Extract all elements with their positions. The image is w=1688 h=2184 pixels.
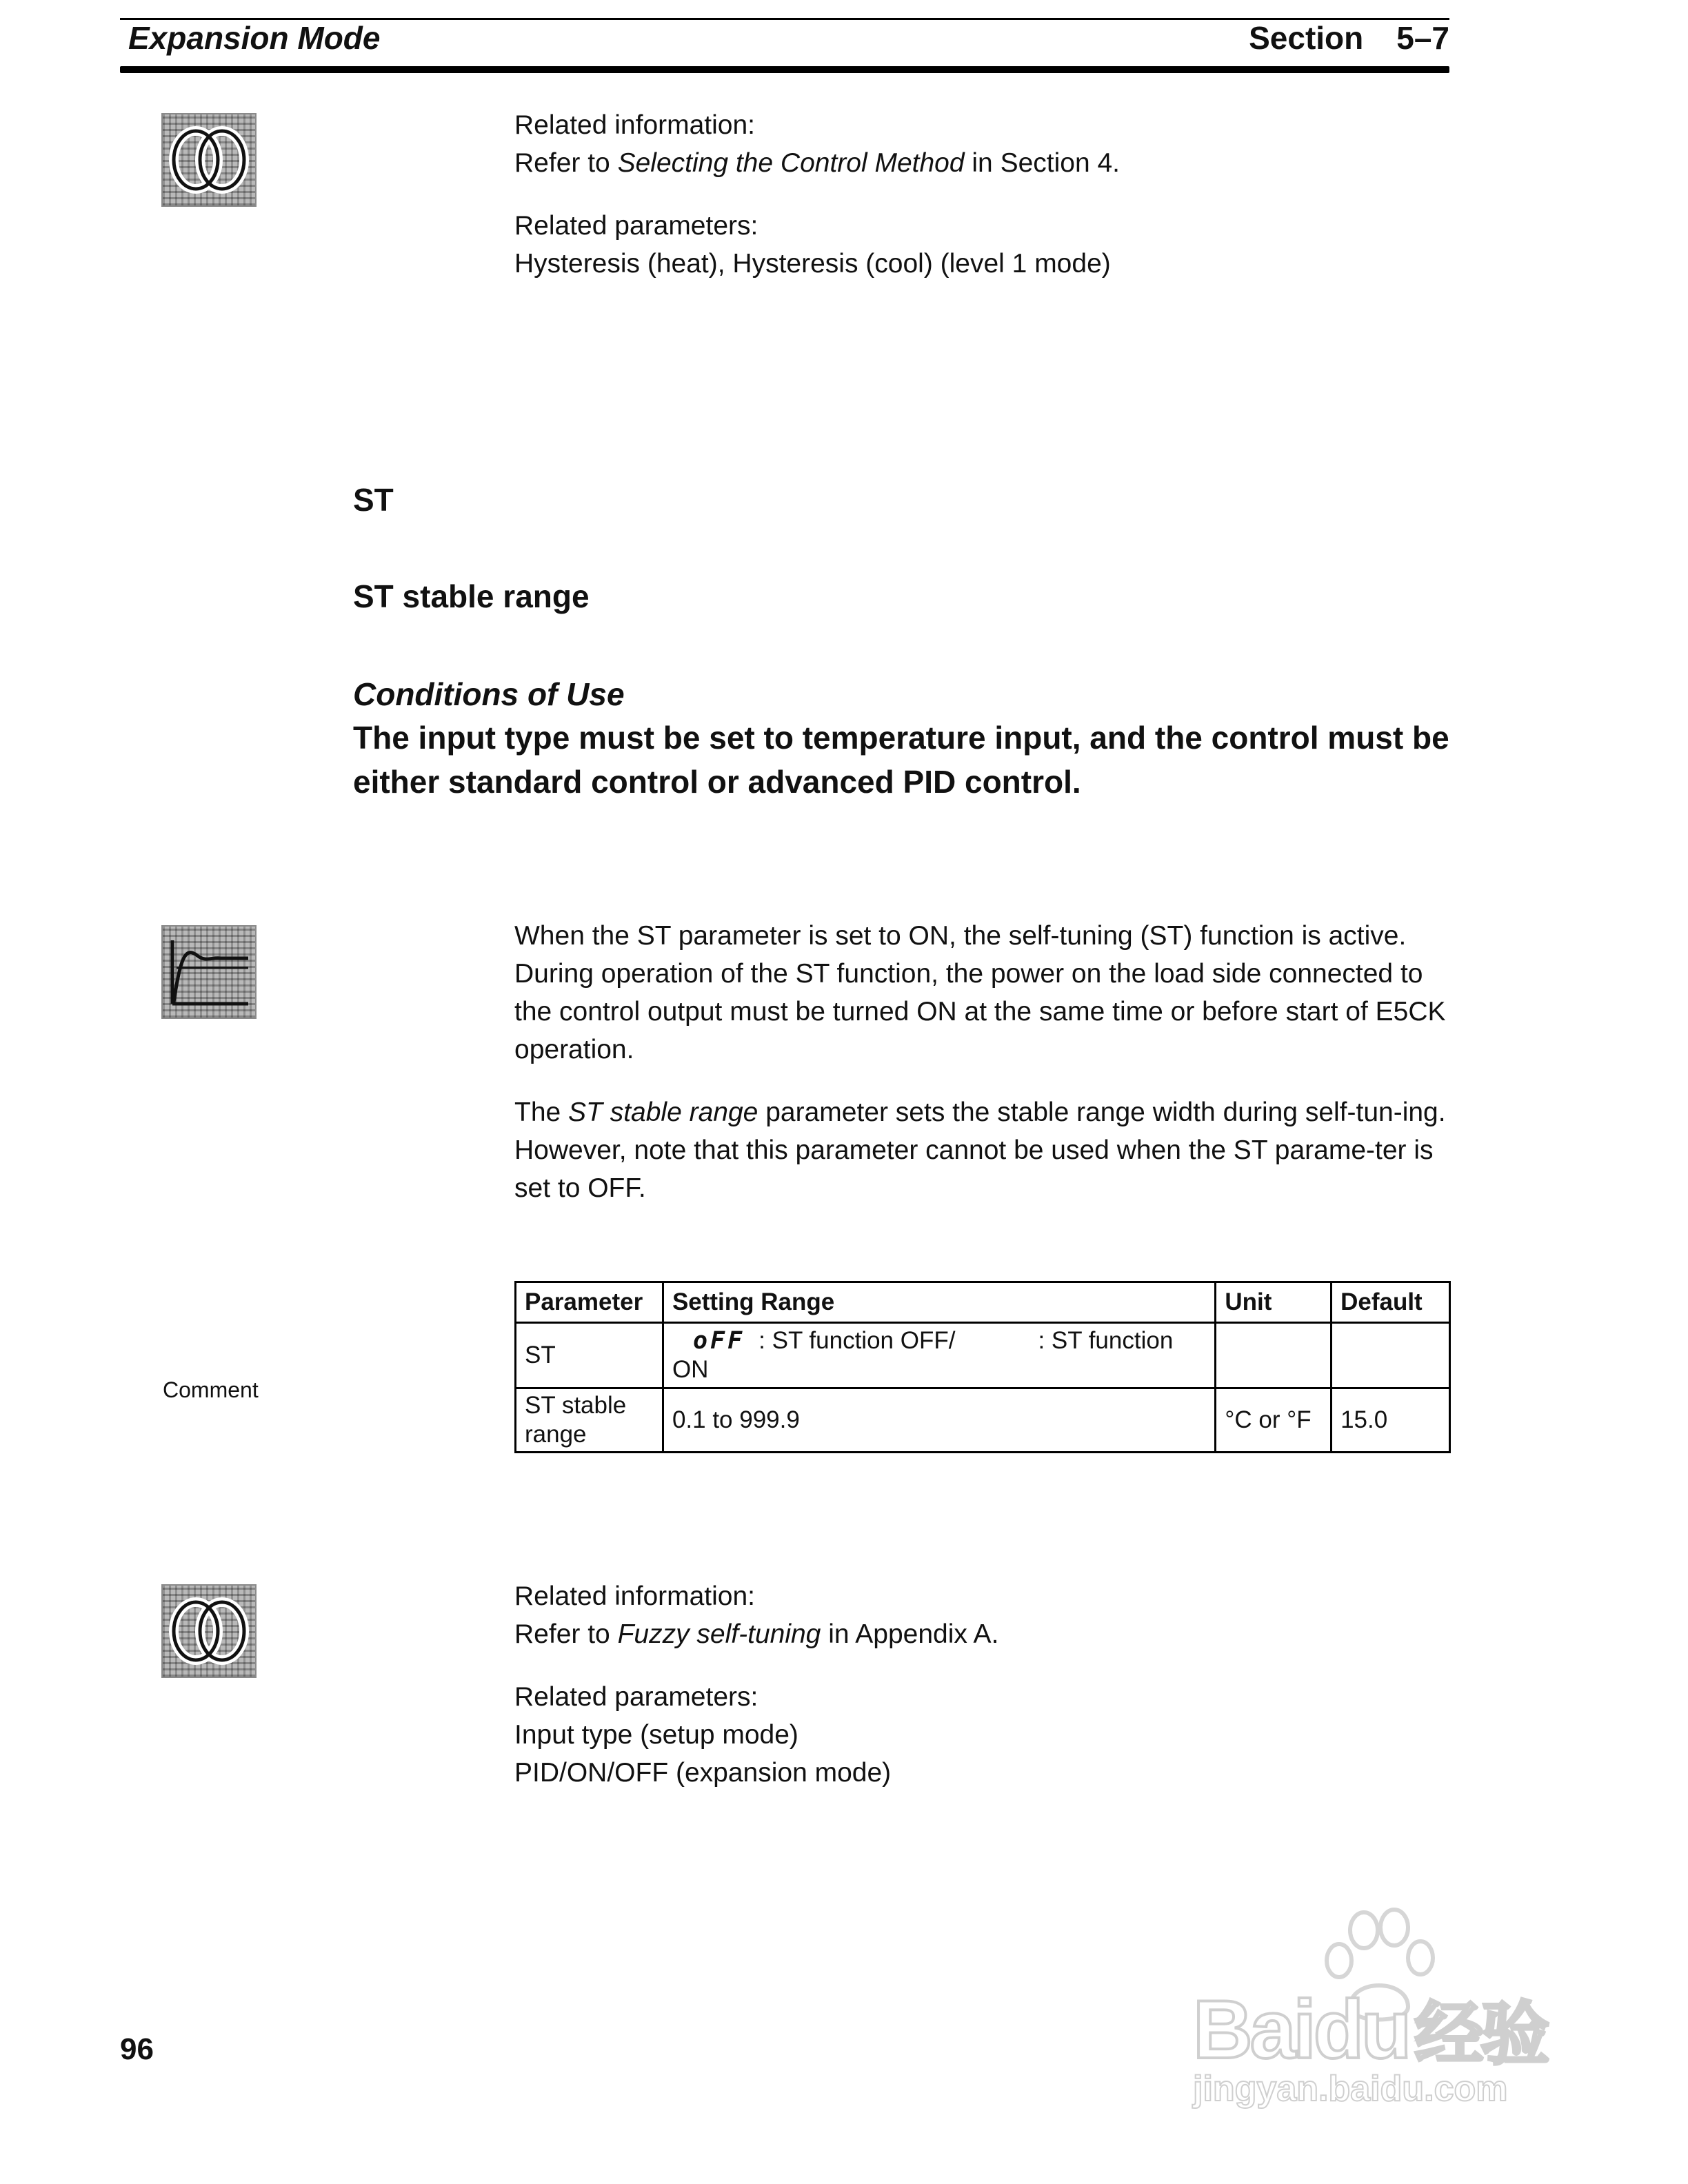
function-paragraph-2 <box>514 1093 1452 1207</box>
table-header-cell: Setting Range <box>663 1282 1215 1323</box>
table-header-cell: Default <box>1332 1282 1450 1323</box>
param-cell: ST <box>516 1323 663 1388</box>
info-reference: Fuzzy self-tuning <box>617 1619 821 1649</box>
table-header-row <box>516 1282 1450 1323</box>
default-cell: 15.0 <box>1332 1388 1450 1453</box>
related-info-label: Related information: <box>514 1581 756 1611</box>
para2-suffix: parameter sets the stable range width during self-tun-ing. However, note that this parameter cannot be used when the ST parame-ter is set to OFF. <box>514 1098 1446 1203</box>
default-cell <box>1332 1323 1450 1388</box>
watermark-suffix: 经验 <box>1414 1996 1547 2073</box>
table-row <box>516 1323 1450 1388</box>
info-prefix: Refer to <box>514 1619 618 1649</box>
unit-cell: °C or °F <box>1216 1388 1332 1453</box>
param-cell: ST stable range <box>516 1388 663 1453</box>
page-number: 96 <box>120 2032 154 2066</box>
para2-prefix: The <box>514 1098 569 1127</box>
watermark-brand: Baidu <box>1193 1983 1409 2076</box>
related-block-1 <box>514 106 1452 283</box>
conditions-body: The input type must be set to temperature input, and the control must be either standard control or advanced PID control. <box>353 720 1449 800</box>
range-on-word: ON <box>672 1356 709 1383</box>
table-row <box>516 1388 1450 1453</box>
comment-label: Comment <box>163 1377 259 1402</box>
info-suffix: in Appendix A. <box>821 1619 999 1649</box>
watermark-url: jingyan.baidu.com <box>1193 2069 1508 2109</box>
related-params-label: Related parameters: <box>514 1682 758 1712</box>
seven-seg-off: oFF <box>692 1327 745 1355</box>
function-block <box>514 917 1452 1207</box>
baidu-watermark <box>1186 1903 1586 2110</box>
related-info-label: Related information: <box>514 110 756 140</box>
info-suffix: in Section 4. <box>964 148 1121 178</box>
parameter-table <box>514 1281 1451 1453</box>
function-graph-icon <box>161 925 257 1019</box>
param-heading-st: ST <box>353 482 394 518</box>
related-params-line: Hysteresis (heat), Hysteresis (cool) (level 1 mode) <box>514 249 1111 279</box>
para2-term: ST stable range <box>568 1098 758 1127</box>
range-cell <box>663 1323 1215 1388</box>
range-cell: 0.1 to 999.9 <box>663 1388 1215 1453</box>
related-block-3 <box>514 1577 1452 1792</box>
section-label: Section <box>1249 20 1364 56</box>
see-also-icon <box>161 1584 257 1678</box>
header-title: Expansion Mode <box>128 20 381 56</box>
header-bottom-rule <box>120 66 1449 73</box>
see-also-icon-graphic <box>163 114 255 205</box>
see-also-icon-graphic <box>163 1586 255 1677</box>
related-info-text <box>514 144 1452 182</box>
table-header-cell: Unit <box>1216 1282 1332 1323</box>
see-also-icon <box>161 113 257 207</box>
related-params-line: PID/ON/OFF (expansion mode) <box>514 1758 892 1788</box>
related-params-label: Related parameters: <box>514 211 758 241</box>
param-heading-st-stable: ST stable range <box>353 578 590 614</box>
function-paragraph-1: When the ST parameter is set to ON, the self-tuning (ST) function is active. During operation of the ST function, the power on the load side connected to the control output must be turned ON at the same time or before start of E5CK operation. <box>514 921 1446 1064</box>
header-section <box>1249 19 1449 57</box>
related-info-text <box>514 1615 1452 1653</box>
range-off-text: : ST function OFF/ <box>758 1327 956 1354</box>
range-on-text: : ST function <box>1038 1327 1174 1354</box>
related-params-line: Input type (setup mode) <box>514 1720 798 1750</box>
section-number: 5–7 <box>1396 20 1449 56</box>
table-header-cell: Parameter <box>516 1282 663 1323</box>
function-graph-graphic <box>163 927 255 1018</box>
info-reference: Selecting the Control Method <box>617 148 965 178</box>
unit-cell <box>1216 1323 1332 1388</box>
conditions-title: Conditions of Use <box>353 676 625 712</box>
info-prefix: Refer to <box>514 148 618 178</box>
